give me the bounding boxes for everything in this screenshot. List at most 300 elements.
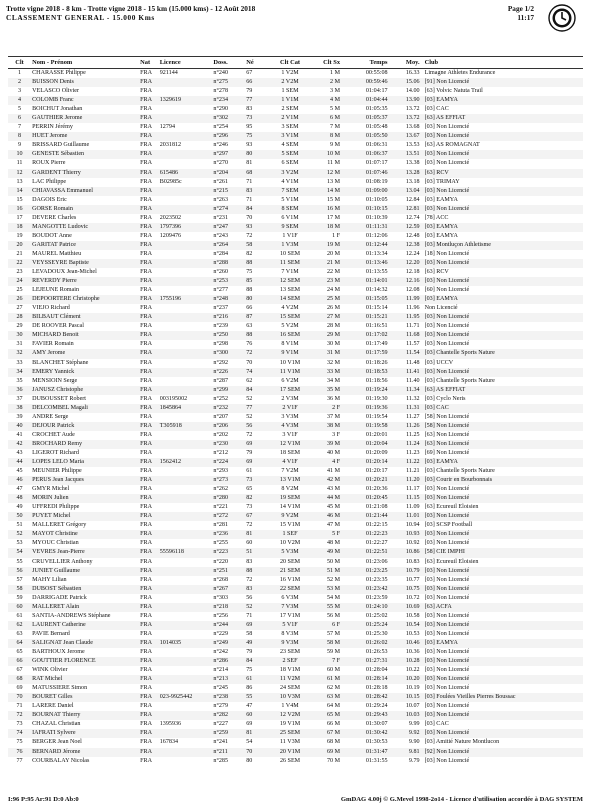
- club-cell: [69] Non Licencié: [424, 449, 470, 456]
- bib-cell: n°247: [213, 223, 229, 230]
- speed-cell: 11.71: [406, 323, 420, 330]
- club-cell: [03] Non Licencié: [424, 621, 470, 628]
- time-cell: 01:22:15: [365, 522, 388, 529]
- club-cell: [03] Non Licencié: [424, 187, 470, 194]
- category-rank-cell: 8 V2M: [281, 486, 299, 493]
- rank-cell: 50: [16, 513, 23, 520]
- sex-rank-cell: 37 M: [326, 413, 341, 420]
- bib-cell: n°290: [213, 106, 229, 113]
- sex-rank-cell: 23 M: [326, 278, 341, 285]
- speed-cell: 16.33: [405, 70, 420, 76]
- speed-cell: 13.38: [405, 160, 420, 167]
- club-cell: [63] Non Licencié: [424, 440, 470, 447]
- nationality-cell: FRA: [140, 178, 153, 185]
- sex-rank-cell: 32 M: [326, 359, 341, 366]
- bib-cell: n°229: [213, 630, 229, 637]
- licence-cell: [159, 87, 213, 96]
- speed-cell: 11.21: [406, 468, 420, 475]
- time-cell: 01:18:53: [365, 368, 388, 375]
- nationality-cell: FRA: [140, 513, 153, 520]
- licence-cell: 921144: [159, 70, 178, 76]
- licence-cell: 1562412: [159, 459, 182, 466]
- bib-cell: n°237: [213, 305, 229, 312]
- birth-year-cell: 74: [246, 368, 253, 375]
- licence-cell: T305918: [159, 422, 182, 429]
- bib-cell: n°279: [213, 703, 229, 710]
- name-cell: COLOMB Franc: [32, 97, 74, 104]
- nationality-cell: FRA: [140, 70, 153, 76]
- nationality-cell: FRA: [140, 160, 153, 167]
- club-cell: [03] Non Licencié: [424, 332, 470, 339]
- speed-cell: 11.24: [406, 440, 420, 447]
- licence-cell: [159, 331, 213, 340]
- table-row: [8, 313, 583, 322]
- bib-cell: n°206: [213, 422, 229, 429]
- nationality-cell: FRA: [140, 142, 153, 149]
- rank-cell: 47: [16, 486, 23, 493]
- time-cell: 01:23:59: [365, 594, 388, 601]
- table-row: [8, 159, 583, 168]
- birth-year-cell: 87: [246, 314, 253, 321]
- name-cell: RAT Michel: [32, 676, 63, 683]
- licence-cell: [159, 594, 213, 603]
- bib-cell: n°232: [213, 404, 229, 411]
- birth-year-cell: 81: [246, 160, 253, 167]
- name-cell: MANGOTTE Ludovic: [32, 223, 89, 230]
- table-row: [8, 558, 583, 567]
- bib-cell: n°292: [213, 359, 229, 366]
- sex-rank-cell: 41 M: [326, 468, 341, 475]
- table-row: [8, 331, 583, 340]
- nationality-cell: FRA: [140, 278, 153, 285]
- nationality-cell: FRA: [140, 241, 153, 248]
- speed-cell: 10.94: [405, 522, 420, 529]
- table-row: [8, 295, 583, 304]
- sex-rank-cell: 34 M: [326, 377, 341, 384]
- nationality-cell: FRA: [140, 730, 153, 737]
- club-cell: [63] AS ROMAGNAT: [424, 142, 480, 149]
- table-row: [8, 666, 583, 675]
- time-cell: 01:25:30: [365, 630, 388, 637]
- speed-cell: 12.59: [405, 223, 420, 230]
- speed-cell: 10.72: [405, 594, 420, 601]
- nationality-cell: FRA: [140, 287, 153, 294]
- club-cell: [78] ACC: [424, 214, 449, 221]
- category-rank-cell: 1 V1M: [281, 97, 299, 104]
- name-cell: EMERY Yannick: [32, 368, 75, 375]
- club-cell: [03] Non Licencié: [424, 676, 470, 683]
- rank-cell: 26: [16, 296, 23, 303]
- bib-cell: n°248: [213, 296, 229, 303]
- licence-cell: [159, 684, 213, 693]
- name-cell: MALLERET Grégory: [32, 522, 87, 529]
- birth-year-cell: 54: [246, 739, 253, 746]
- time-cell: 01:05:35: [365, 106, 388, 113]
- licence-cell: [159, 757, 213, 766]
- time-cell: 01:20:45: [365, 495, 388, 502]
- category-rank-cell: 3 V3M: [281, 413, 299, 420]
- nationality-cell: FRA: [140, 79, 153, 86]
- birth-year-cell: 88: [246, 567, 253, 574]
- birth-year-cell: 84: [246, 386, 253, 393]
- name-cell: CHARASSE Philippe: [32, 70, 86, 76]
- sex-rank-cell: 10 M: [326, 151, 341, 158]
- sex-rank-cell: 28 M: [326, 323, 341, 330]
- birth-year-cell: 68: [246, 169, 253, 176]
- bib-cell: n°240: [213, 70, 229, 76]
- sex-rank-cell: 9 M: [330, 142, 341, 149]
- sex-rank-cell: 16 M: [326, 205, 341, 212]
- name-cell: BARTHOUX Jerome: [32, 649, 85, 655]
- birth-year-cell: 76: [246, 341, 253, 348]
- time-cell: 01:23:35: [365, 576, 388, 583]
- birth-year-cell: 93: [246, 223, 253, 230]
- name-cell: PERUS Jean Jacques: [32, 477, 84, 484]
- rank-cell: 58: [16, 585, 23, 592]
- rank-cell: 64: [16, 639, 23, 646]
- bib-cell: n°296: [213, 133, 229, 140]
- table-row: [8, 485, 583, 494]
- rank-cell: 38: [16, 404, 23, 411]
- speed-cell: 12.18: [405, 269, 420, 276]
- time-cell: 01:11:31: [366, 223, 388, 230]
- time-cell: 01:19:54: [365, 413, 388, 420]
- bib-cell: n°227: [213, 721, 229, 728]
- name-cell: GAUTHIER Jerome: [32, 115, 83, 122]
- time-cell: 01:25:24: [365, 621, 388, 628]
- table-row: [8, 530, 583, 539]
- table-row: [8, 214, 583, 223]
- category-rank-cell: 1 SEF: [282, 531, 298, 538]
- club-cell: [03] Non Licencié: [424, 630, 470, 637]
- time-cell: 01:10:39: [365, 214, 388, 221]
- club-cell: [03] CAC: [424, 404, 449, 411]
- name-cell: VIEJO Richard: [32, 305, 70, 312]
- table-row: [8, 494, 583, 503]
- bib-cell: n°249: [213, 639, 229, 646]
- birth-year-cell: 61: [246, 676, 253, 683]
- bib-cell: n°207: [213, 413, 229, 420]
- name-cell: MAUREL Matthieu: [32, 250, 82, 257]
- birth-year-cell: 51: [246, 549, 253, 556]
- time-cell: 01:26:53: [365, 649, 388, 655]
- speed-cell: 12.48: [405, 232, 420, 239]
- birth-year-cell: 72: [246, 576, 253, 583]
- club-cell: [03] Non Licencié: [424, 703, 470, 710]
- name-cell: LEJEUNE Romain: [32, 287, 79, 294]
- time-cell: 01:17:59: [365, 350, 388, 357]
- birth-year-cell: 79: [246, 88, 253, 95]
- birth-year-cell: 72: [246, 522, 253, 529]
- club-cell: [18] Non Licencié: [424, 250, 470, 257]
- table-row: [8, 368, 583, 377]
- licence-cell: [159, 558, 213, 567]
- name-cell: MENSIOIN Serge: [32, 377, 78, 384]
- nationality-cell: FRA: [140, 721, 153, 728]
- sex-rank-cell: 2 F: [332, 404, 341, 411]
- bib-cell: n°212: [213, 449, 229, 456]
- table-row: [8, 702, 583, 711]
- bib-cell: n°246: [213, 142, 229, 149]
- speed-cell: 10.69: [405, 603, 420, 610]
- bib-cell: n°226: [213, 368, 229, 375]
- table-row: [8, 105, 583, 114]
- category-rank-cell: 5 V1M: [281, 196, 299, 203]
- rank-cell: 51: [16, 522, 23, 529]
- sex-rank-cell: 1 F: [332, 232, 341, 239]
- time-cell: 01:06:37: [365, 151, 388, 158]
- time-cell: 01:31:47: [365, 748, 388, 755]
- sex-rank-cell: 3 M: [330, 88, 341, 95]
- name-cell: VEYSSEYRE Baptiste: [32, 259, 89, 266]
- category-rank-cell: 10 V3M: [279, 694, 301, 701]
- club-cell: [03] Non Licencié: [424, 205, 470, 212]
- birth-year-cell: 72: [246, 350, 253, 357]
- club-cell: [03] Non Licencié: [424, 531, 470, 538]
- club-cell: [03] Non Licencié: [424, 667, 470, 674]
- club-cell: [03] Chantelle Sports Nature: [424, 350, 495, 357]
- table-row: [8, 322, 583, 331]
- birth-year-cell: 62: [246, 377, 253, 384]
- rank-cell: 67: [16, 667, 23, 674]
- birth-year-cell: 80: [246, 757, 253, 764]
- rank-cell: 43: [16, 449, 23, 456]
- birth-year-cell: 56: [246, 594, 253, 601]
- licence-cell: [159, 621, 213, 630]
- club-cell: [03] Cyclo Neris: [424, 395, 466, 402]
- name-cell: REVERDY Pierre: [32, 278, 77, 285]
- club-cell: [03] Non Licencié: [424, 278, 470, 285]
- name-cell: MATUSSIERE Simon: [32, 685, 88, 692]
- speed-cell: 9.99: [408, 721, 420, 728]
- nationality-cell: FRA: [140, 748, 153, 755]
- speed-cell: 12.38: [405, 241, 420, 248]
- speed-cell: 10.79: [405, 567, 420, 574]
- licence-cell: 2031812: [159, 142, 182, 149]
- rank-cell: 69: [16, 685, 23, 692]
- time-cell: 01:13:55: [365, 269, 388, 276]
- name-cell: DUBOUSSET Robert: [32, 395, 86, 402]
- club-cell: [63] AS EFFIAT: [424, 386, 466, 393]
- club-cell: [03] Non Licencié: [424, 576, 470, 583]
- rank-cell: 32: [16, 350, 23, 357]
- club-cell: [03] Non Licencié: [424, 585, 470, 592]
- category-rank-cell: 2 SEF: [282, 658, 298, 665]
- licence-cell: [159, 313, 213, 322]
- speed-cell: 9.81: [408, 748, 420, 755]
- time-cell: 01:29:24: [365, 703, 388, 710]
- bib-cell: n°256: [213, 612, 229, 619]
- sex-rank-cell: 8 M: [330, 133, 341, 140]
- table-row: [8, 467, 583, 476]
- birth-year-cell: 84: [246, 205, 253, 212]
- rank-cell: 20: [16, 241, 23, 248]
- name-cell: CROCHET Aude: [32, 431, 75, 438]
- results-table: [8, 56, 583, 766]
- name-cell: BOICHUT Jonathan: [32, 106, 83, 113]
- rank-cell: 77: [16, 757, 23, 764]
- licence-cell: [159, 603, 213, 612]
- licence-cell: 1845864: [159, 404, 182, 411]
- licence-cell: [159, 530, 213, 539]
- rank-cell: 23: [16, 269, 23, 276]
- time-cell: 01:24:10: [365, 603, 388, 610]
- club-cell: [58] CIE IMPHI: [424, 549, 465, 556]
- licence-cell: 023-9925442: [159, 694, 193, 701]
- licence-cell: [159, 702, 213, 711]
- speed-cell: 11.57: [406, 341, 420, 348]
- club-cell: [03] Non Licencié: [424, 124, 470, 131]
- table-row: [8, 720, 583, 729]
- club-cell: [58] Non Licencié: [424, 422, 470, 429]
- birth-year-cell: 63: [246, 323, 253, 330]
- name-cell: ANDRE Serge: [32, 413, 69, 420]
- category-rank-cell: 5 V2M: [281, 323, 299, 330]
- bib-cell: n°302: [213, 115, 229, 122]
- col-cltsx-header: Clt Sx: [312, 57, 344, 69]
- rank-cell: 48: [16, 495, 23, 502]
- sex-rank-cell: 57 M: [326, 630, 341, 637]
- category-rank-cell: 20 V1M: [279, 748, 301, 755]
- birth-year-cell: 83: [246, 106, 253, 113]
- nationality-cell: FRA: [140, 630, 153, 637]
- table-row: [8, 729, 583, 738]
- table-row: [8, 748, 583, 757]
- sex-rank-cell: 45 M: [326, 504, 341, 511]
- category-rank-cell: 11 V3M: [279, 739, 301, 746]
- time-cell: 01:19:58: [365, 422, 388, 429]
- table-row: [8, 512, 583, 521]
- rank-cell: 56: [16, 567, 23, 574]
- category-rank-cell: 1 V3M: [281, 241, 299, 248]
- sex-rank-cell: 46 M: [326, 513, 341, 520]
- rank-cell: 53: [16, 540, 23, 547]
- speed-cell: 11.96: [406, 305, 420, 312]
- table-row: [8, 268, 583, 277]
- category-rank-cell: 6 V3M: [281, 594, 299, 601]
- bib-cell: n°245: [213, 685, 229, 692]
- bib-cell: n°300: [213, 350, 229, 357]
- category-rank-cell: 17 V1M: [279, 612, 301, 619]
- nationality-cell: FRA: [140, 151, 153, 158]
- category-rank-cell: 15 V1M: [279, 522, 301, 529]
- table-row: [8, 286, 583, 295]
- time-cell: 01:15:14: [365, 305, 388, 312]
- category-rank-cell: 24 SEM: [279, 685, 301, 692]
- bib-cell: n°287: [213, 377, 229, 384]
- table-row: [8, 304, 583, 313]
- speed-cell: 10.22: [405, 667, 420, 674]
- category-rank-cell: 1 V2M: [281, 70, 299, 76]
- birth-year-cell: 88: [246, 332, 253, 339]
- licence-cell: [159, 748, 213, 757]
- name-cell: DARRIGADE Patrick: [32, 594, 87, 601]
- table-row: [8, 539, 583, 548]
- birth-year-cell: 67: [246, 513, 253, 520]
- rank-cell: 14: [16, 187, 23, 194]
- table-row: [8, 612, 583, 621]
- category-rank-cell: 4 SEM: [281, 142, 299, 149]
- birth-year-cell: 66: [246, 79, 253, 86]
- club-cell: [03] Chantelle Sports Nature: [424, 377, 495, 384]
- category-rank-cell: 16 SEM: [279, 332, 301, 339]
- table-row: [8, 78, 583, 87]
- licence-cell: [159, 187, 213, 196]
- rank-cell: 6: [18, 115, 22, 122]
- nationality-cell: FRA: [140, 522, 153, 529]
- speed-cell: 11.40: [406, 377, 420, 384]
- rank-cell: 73: [16, 721, 23, 728]
- nationality-cell: FRA: [140, 305, 153, 312]
- bib-cell: n°298: [213, 341, 229, 348]
- bib-cell: n°244: [213, 621, 229, 628]
- category-rank-cell: 6 V1M: [281, 214, 299, 221]
- speed-cell: 11.68: [406, 332, 420, 339]
- nationality-cell: FRA: [140, 440, 153, 447]
- name-cell: GARITAT Patrice: [32, 241, 77, 248]
- speed-cell: 11.20: [406, 477, 420, 484]
- nationality-cell: FRA: [140, 395, 153, 402]
- category-rank-cell: 2 V3M: [281, 395, 299, 402]
- birth-year-cell: 86: [246, 685, 253, 692]
- category-rank-cell: 7 SEM: [281, 187, 299, 194]
- club-cell: [03] Non Licencié: [424, 513, 470, 520]
- time-cell: 00:55:08: [365, 70, 388, 76]
- name-cell: DEJOUR Patrick: [32, 422, 75, 429]
- licence-cell: [159, 286, 213, 295]
- speed-cell: 10.92: [405, 540, 420, 547]
- table-header-row: [8, 57, 583, 69]
- nationality-cell: FRA: [140, 205, 153, 212]
- rank-cell: 12: [16, 169, 23, 176]
- rank-cell: 11: [16, 160, 23, 167]
- category-rank-cell: 18 SEM: [279, 449, 301, 456]
- time-cell: 01:14:32: [365, 287, 388, 294]
- col-clt-header: Clt: [8, 57, 31, 69]
- club-cell: [03] EAMYA: [424, 459, 458, 466]
- col-club-header: Club: [424, 57, 583, 69]
- nationality-cell: FRA: [140, 495, 153, 502]
- nationality-cell: FRA: [140, 187, 153, 194]
- sex-rank-cell: 44 M: [326, 495, 341, 502]
- time-cell: 01:15:05: [365, 296, 388, 303]
- table-row: [8, 259, 583, 268]
- speed-cell: 10.83: [405, 558, 420, 565]
- name-cell: MORIN Julien: [32, 495, 69, 502]
- time-cell: 01:18:26: [365, 359, 388, 366]
- speed-cell: 9.90: [408, 739, 420, 746]
- birth-year-cell: 73: [246, 115, 253, 122]
- name-cell: MYOUC Christian: [32, 540, 79, 547]
- bib-cell: n°264: [213, 241, 229, 248]
- name-cell: IAFRATI Sylvere: [32, 730, 76, 737]
- sex-rank-cell: 11 M: [327, 160, 341, 167]
- nationality-cell: FRA: [140, 585, 153, 592]
- licence-cell: [159, 78, 213, 87]
- col-nat-header: Nat: [139, 57, 159, 69]
- sex-rank-cell: 61 M: [326, 676, 341, 683]
- col-ne-header: Né: [245, 57, 268, 69]
- time-cell: 01:12:44: [365, 241, 388, 248]
- licence-cell: [159, 340, 213, 349]
- birth-year-cell: 60: [246, 540, 253, 547]
- rank-cell: 1: [18, 70, 22, 76]
- club-cell: [03] EAMYA: [424, 97, 458, 104]
- time-cell: 01:30:07: [365, 721, 388, 728]
- col-licence-header: Licence: [159, 57, 213, 69]
- speed-cell: 13.67: [405, 133, 420, 140]
- nationality-cell: FRA: [140, 639, 153, 646]
